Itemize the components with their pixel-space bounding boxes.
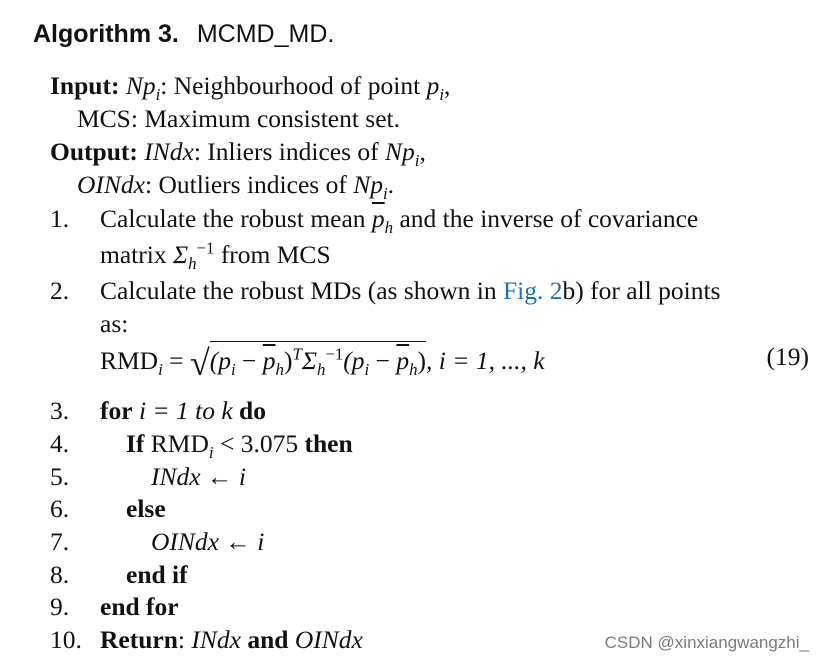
oindx-np: Np — [353, 170, 383, 199]
input-label: Input: — [50, 71, 120, 100]
csdn-watermark: CSDN @xinxiangwangzhi_ — [604, 633, 809, 652]
keyword-then: then — [304, 429, 353, 458]
step-10-oindx: OINdx — [294, 625, 363, 654]
equation-number: (19) — [766, 342, 809, 371]
algorithm-number: Algorithm 3. — [33, 20, 179, 48]
step-4-line — [126, 429, 353, 463]
step-3-range: i = 1 to k — [132, 396, 240, 425]
output-np: Np — [385, 137, 415, 166]
keyword-if: If — [126, 429, 145, 458]
step-10-line — [100, 625, 363, 655]
output-line — [50, 137, 426, 171]
output-label: Output: — [50, 137, 138, 166]
step-1-text-b: and the inverse of covariance — [393, 204, 699, 233]
step-3-line — [100, 396, 266, 426]
step-4-rmd: RMD — [144, 429, 209, 458]
oindx-np-sub: i — [382, 184, 388, 204]
eq-close2: ) — [417, 346, 427, 375]
step-6-number: 6. — [50, 494, 70, 523]
step-1-text-a: Calculate the robust mean — [100, 204, 372, 233]
eq-equals: = — [162, 346, 190, 375]
keyword-end-for: end for — [100, 592, 179, 621]
eq-minus2: − — [369, 346, 397, 375]
step-1-pbar-sub: h — [384, 218, 394, 238]
output-np-sub: i — [414, 151, 420, 171]
keyword-for: for — [100, 396, 133, 425]
step-2-text-a: Calculate the robust MDs (as shown in — [100, 276, 503, 305]
eq-inner1-sub: i — [230, 360, 236, 380]
step-1-sigma: Σ — [172, 240, 189, 269]
input-var: Np — [125, 71, 156, 100]
step-2-line-1 — [100, 276, 720, 306]
eq-minus: − — [235, 346, 263, 375]
keyword-return: Return — [100, 625, 178, 654]
step-4-number: 4. — [50, 429, 70, 458]
step-2-text-b: b) for all points — [562, 276, 721, 305]
step-9-number: 9. — [50, 592, 70, 621]
eq-sigma-sub: h — [316, 360, 326, 380]
eq-inner2: (p — [343, 346, 365, 375]
step-5-line: INdx ← i — [151, 462, 246, 491]
step-8-number: 8. — [50, 560, 70, 589]
algorithm-title — [33, 20, 334, 49]
step-1-line-2 — [100, 238, 331, 274]
step-1-pbar: $\overline{p}$ — [371, 204, 385, 233]
step-1-line-1 — [100, 204, 699, 238]
step-10-indx: INdx — [191, 625, 241, 654]
mcs-line: MCS: Maximum consistent set. — [77, 104, 401, 133]
eq-pbar2: $\overline{p}$ — [396, 346, 410, 375]
step-2-number: 2. — [50, 276, 70, 305]
oindx-var: OINdx — [77, 170, 145, 199]
fig-2-link[interactable]: Fig. 2 — [502, 276, 563, 305]
oindx-desc: : Outliers indices of — [144, 170, 354, 199]
keyword-else: else — [126, 494, 166, 523]
step-1-sigma-sub: h — [188, 254, 197, 274]
input-point: p — [426, 71, 440, 100]
eq-pbar: $\overline{p}$ — [262, 346, 276, 375]
eq-sigma-sup: −1 — [325, 344, 344, 364]
eq-pbar-sub: h — [275, 360, 284, 380]
oindx-end: . — [387, 170, 395, 199]
input-line — [50, 71, 451, 105]
step-4-threshold: < 3.075 — [213, 429, 305, 458]
input-point-sub: i — [439, 85, 445, 105]
output-var: INdx — [144, 137, 194, 166]
input-sub: i — [155, 85, 161, 105]
equation-19 — [100, 342, 545, 384]
step-1-text-c: matrix — [100, 240, 173, 269]
keyword-and: and — [240, 625, 295, 654]
sqrt-radicand — [209, 341, 427, 380]
step-2-line-2: as: — [100, 309, 129, 338]
step-10-number: 10. — [50, 625, 82, 654]
output-comma: , — [419, 137, 426, 166]
algorithm-name: MCMD_MD. — [196, 20, 335, 48]
step-4-rmd-sub: i — [208, 443, 214, 463]
eq-inner1: (p — [209, 346, 231, 375]
step-1-sigma-sup: −1 — [196, 238, 215, 258]
eq-inner2-sub: i — [364, 360, 370, 380]
eq-close: ) — [283, 346, 293, 375]
input-comma: , — [444, 71, 451, 100]
eq-transpose: T — [292, 344, 302, 364]
step-7-number: 7. — [50, 527, 70, 556]
eq-tail: , i = 1, ..., k — [426, 346, 545, 375]
sqrt-sign: √ — [189, 343, 210, 383]
keyword-do: do — [239, 396, 266, 425]
eq-sigma: Σ — [301, 346, 317, 375]
step-10-colon: : — [177, 625, 192, 654]
eq-pbar2-sub: h — [409, 360, 418, 380]
step-7-line: OINdx ← i — [151, 527, 265, 556]
keyword-end-if: end if — [126, 560, 188, 589]
step-1-text-d: from MCS — [214, 240, 331, 269]
step-1-number: 1. — [50, 204, 70, 233]
eq-lhs-sub: i — [158, 360, 163, 380]
input-desc: : Neighbourhood of point — [160, 71, 427, 100]
step-3-number: 3. — [50, 396, 70, 425]
oindx-line — [77, 170, 395, 204]
step-5-number: 5. — [50, 462, 70, 491]
eq-lhs: RMD — [100, 346, 159, 375]
output-desc: : Inliers indices of — [193, 137, 386, 166]
